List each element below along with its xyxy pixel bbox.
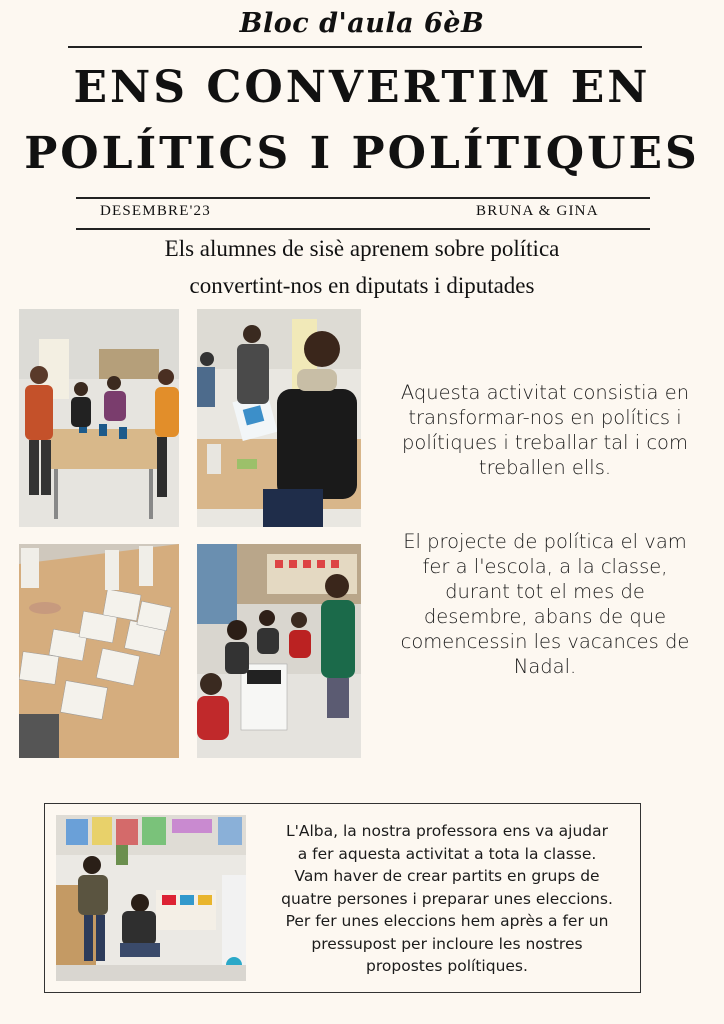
teacher-note-line: Vam haver de crear partits en grups de — [294, 867, 600, 885]
ballot-box-photo — [197, 544, 361, 758]
paragraph-project-line: Nadal. — [513, 655, 577, 678]
paragraph-project-line: El projecte de política el vam — [403, 530, 687, 553]
paragraph-activity — [378, 380, 712, 480]
paragraph-project-line: durant tot el mes de — [445, 580, 645, 603]
date-label: DESEMBRE'23 — [100, 203, 211, 219]
classroom-photo — [19, 309, 179, 527]
teacher-note-line: Per fer unes eleccions hem après a fer un — [285, 912, 609, 930]
subtitle-line-1: Els alumnes de sisè aprenem sobre política — [164, 236, 560, 261]
masthead: Bloc d'aula 6èB — [239, 8, 485, 39]
authors-label: BRUNA & GINA — [476, 203, 599, 219]
teacher-note-line: pressupost per incloure les nostres — [311, 934, 583, 953]
students-table-photo — [197, 309, 361, 527]
paragraph-activity-line: transformar-nos en polítics i — [408, 406, 682, 429]
paragraph-activity-line: Aquesta activitat consistia en — [400, 381, 690, 404]
paragraph-project — [378, 529, 712, 679]
paragraph-project-line: desembre, abans de que — [423, 605, 667, 628]
headline-line-2: POLÍTICS I POLÍTIQUES — [24, 128, 700, 179]
subtitle-line-2: convertint-nos en diputats i diputades — [189, 273, 535, 298]
headline-line-1: ENS CONVERTIM EN — [73, 62, 651, 113]
classroom-wall-photo — [56, 815, 246, 981]
teacher-note-text — [258, 820, 636, 978]
teacher-note-line: a fer aquesta activitat a tota la classe. — [297, 844, 597, 863]
paragraph-activity-line: treballen ells. — [478, 456, 612, 479]
paragraph-project-line: comencessin les vacances de — [400, 630, 690, 653]
teacher-note-line: L'Alba, la nostra professora ens va ajudar — [285, 822, 609, 840]
divider-meta-top — [76, 197, 650, 199]
paragraph-activity-line: polítiques i treballar tal i com — [402, 431, 688, 454]
paragraph-project-line: fer a l'escola, a la classe, — [422, 555, 668, 578]
teacher-note-line: propostes polítiques. — [366, 957, 528, 975]
teacher-note-line: quatre persones i preparar unes eleccions. — [281, 889, 613, 908]
leaflets-photo — [19, 544, 179, 758]
divider-top — [68, 46, 642, 48]
